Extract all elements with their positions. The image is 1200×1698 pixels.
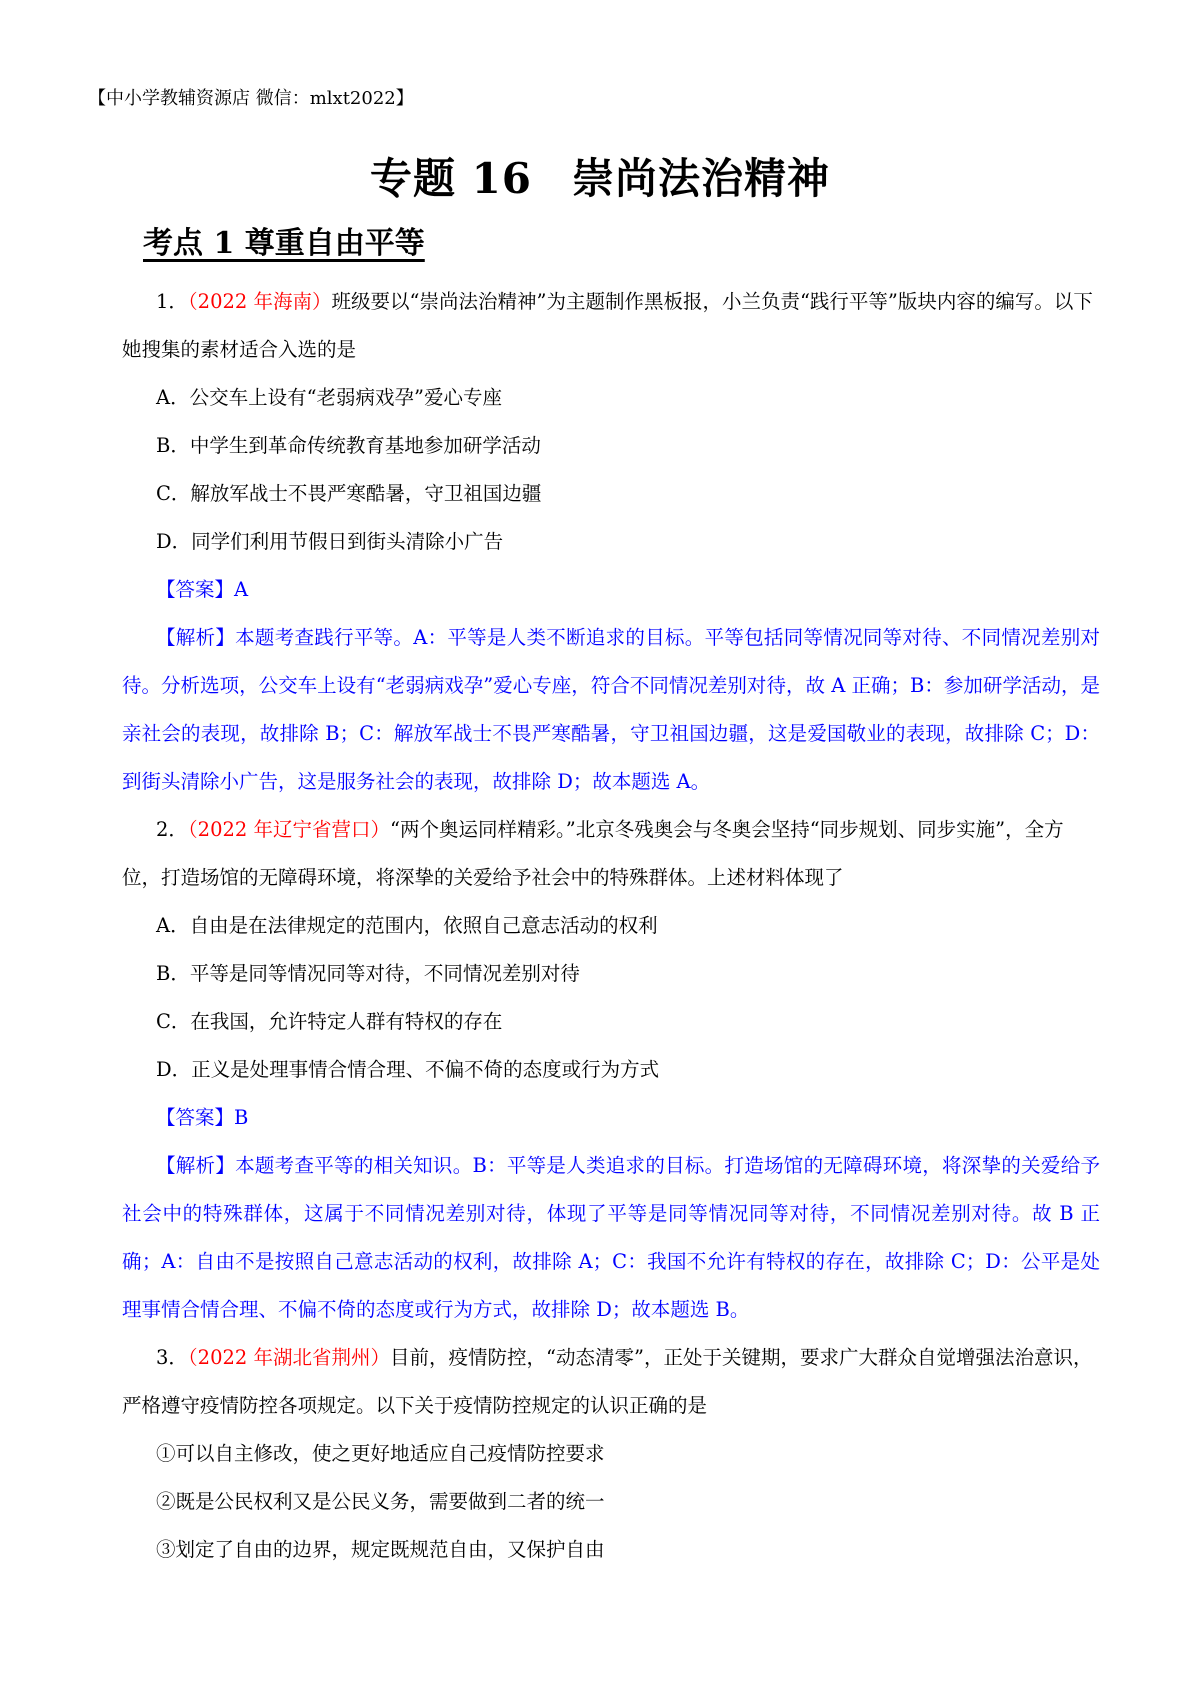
question-source: （2022 年海南）	[187, 290, 332, 313]
question-2-stem	[122, 806, 1100, 902]
question-source: （2022 年辽宁省营口）	[187, 818, 390, 841]
title-part-number: 专题 16	[369, 154, 533, 203]
question-2-explanation: 【解析】本题考查平等的相关知识。B：平等是人类追求的目标。打造场馆的无障碍环境，将深挚的关爱给予社会中的特殊群体，这属于不同情况差别对待，体现了平等是同等情况同等对待，不同情况差别对待。故 B 正确；A：自由不是按照自己意志活动的权利，故排除 A；C：我国不允许有特权的存在，故排除 C；D：公平是处理事情合情合理、不偏不倚的态度或行为方式，故排除 D；故本题选 B。	[122, 1154, 1100, 1321]
title-part-topic: 崇尚法治精神	[572, 154, 831, 203]
question-1-stem	[122, 278, 1100, 374]
question-1-option-a: A．公交车上设有“老弱病戏孕”爱心专座	[156, 386, 503, 409]
question-1-option-d: D．同学们利用节假日到街头清除小广告	[156, 530, 504, 553]
question-2-option-c: C．在我国，允许特定人群有特权的存在	[156, 1010, 503, 1033]
question-list	[122, 278, 1100, 1574]
question-text: 班级要以“崇尚法治精神”为主题制作黑板报，小兰负责“践行平等”版块内容的编写。以下她搜集的素材适合入选的是	[122, 290, 1093, 361]
question-3-stem	[122, 1334, 1100, 1430]
question-2-option-a: A．自由是在法律规定的范围内，依照自己意志活动的权利	[156, 914, 658, 937]
question-text: “两个奥运同样精彩。”北京冬残奥会与冬奥会坚持“同步规划、同步实施”，全方位，打造场馆的无障碍环境，将深挚的关爱给予社会中的特殊群体。上述材料体现了	[122, 818, 1064, 889]
document-title	[0, 146, 1200, 206]
question-3-option-1: ①可以自主修改，使之更好地适应自己疫情防控要求	[156, 1442, 605, 1465]
question-number: 3．	[156, 1346, 188, 1369]
question-3-option-3: ③划定了自由的边界，规定既规范自由，又保护自由	[156, 1538, 605, 1561]
question-2-option-d: D．正义是处理事情合情合理、不偏不倚的态度或行为方式	[156, 1058, 660, 1081]
question-2-answer: 【答案】B	[156, 1106, 249, 1129]
question-1-explanation: 【解析】本题考查践行平等。A：平等是人类不断追求的目标。平等包括同等情况同等对待、不同情况差别对待。分析选项，公交车上设有“老弱病戏孕”爱心专座，符合不同情况差别对待，故 A 正确；B：参加研学活动，是亲社会的表现，故排除 B；C：解放军战士不畏严寒酷暑，守卫祖国边疆，这是爱国敬业的表现，故排除 C；D：到街头清除小广告，这是服务社会的表现，故排除 D；故本题选 A。	[122, 626, 1100, 793]
question-source: （2022 年湖北省荆州）	[187, 1346, 390, 1369]
question-number: 2．	[156, 818, 188, 841]
question-1-option-c: C．解放军战士不畏严寒酷暑，守卫祖国边疆	[156, 482, 542, 505]
question-1-option-b: B．中学生到革命传统教育基地参加研学活动	[156, 434, 541, 457]
header-note: 【中小学教辅资源店 微信：mlxt2022】	[88, 88, 414, 109]
question-1-answer: 【答案】A	[156, 578, 249, 601]
section-heading: 考点 1 尊重自由平等	[143, 226, 425, 261]
question-text: 目前，疫情防控，“动态清零”，正处于关键期，要求广大群众自觉增强法治意识，严格遵守疫情防控各项规定。以下关于疫情防控规定的认识正确的是	[122, 1346, 1093, 1417]
question-3-option-2: ②既是公民权利又是公民义务，需要做到二者的统一	[156, 1490, 605, 1513]
question-2-option-b: B．平等是同等情况同等对待，不同情况差别对待	[156, 962, 580, 985]
question-number: 1．	[156, 290, 188, 313]
